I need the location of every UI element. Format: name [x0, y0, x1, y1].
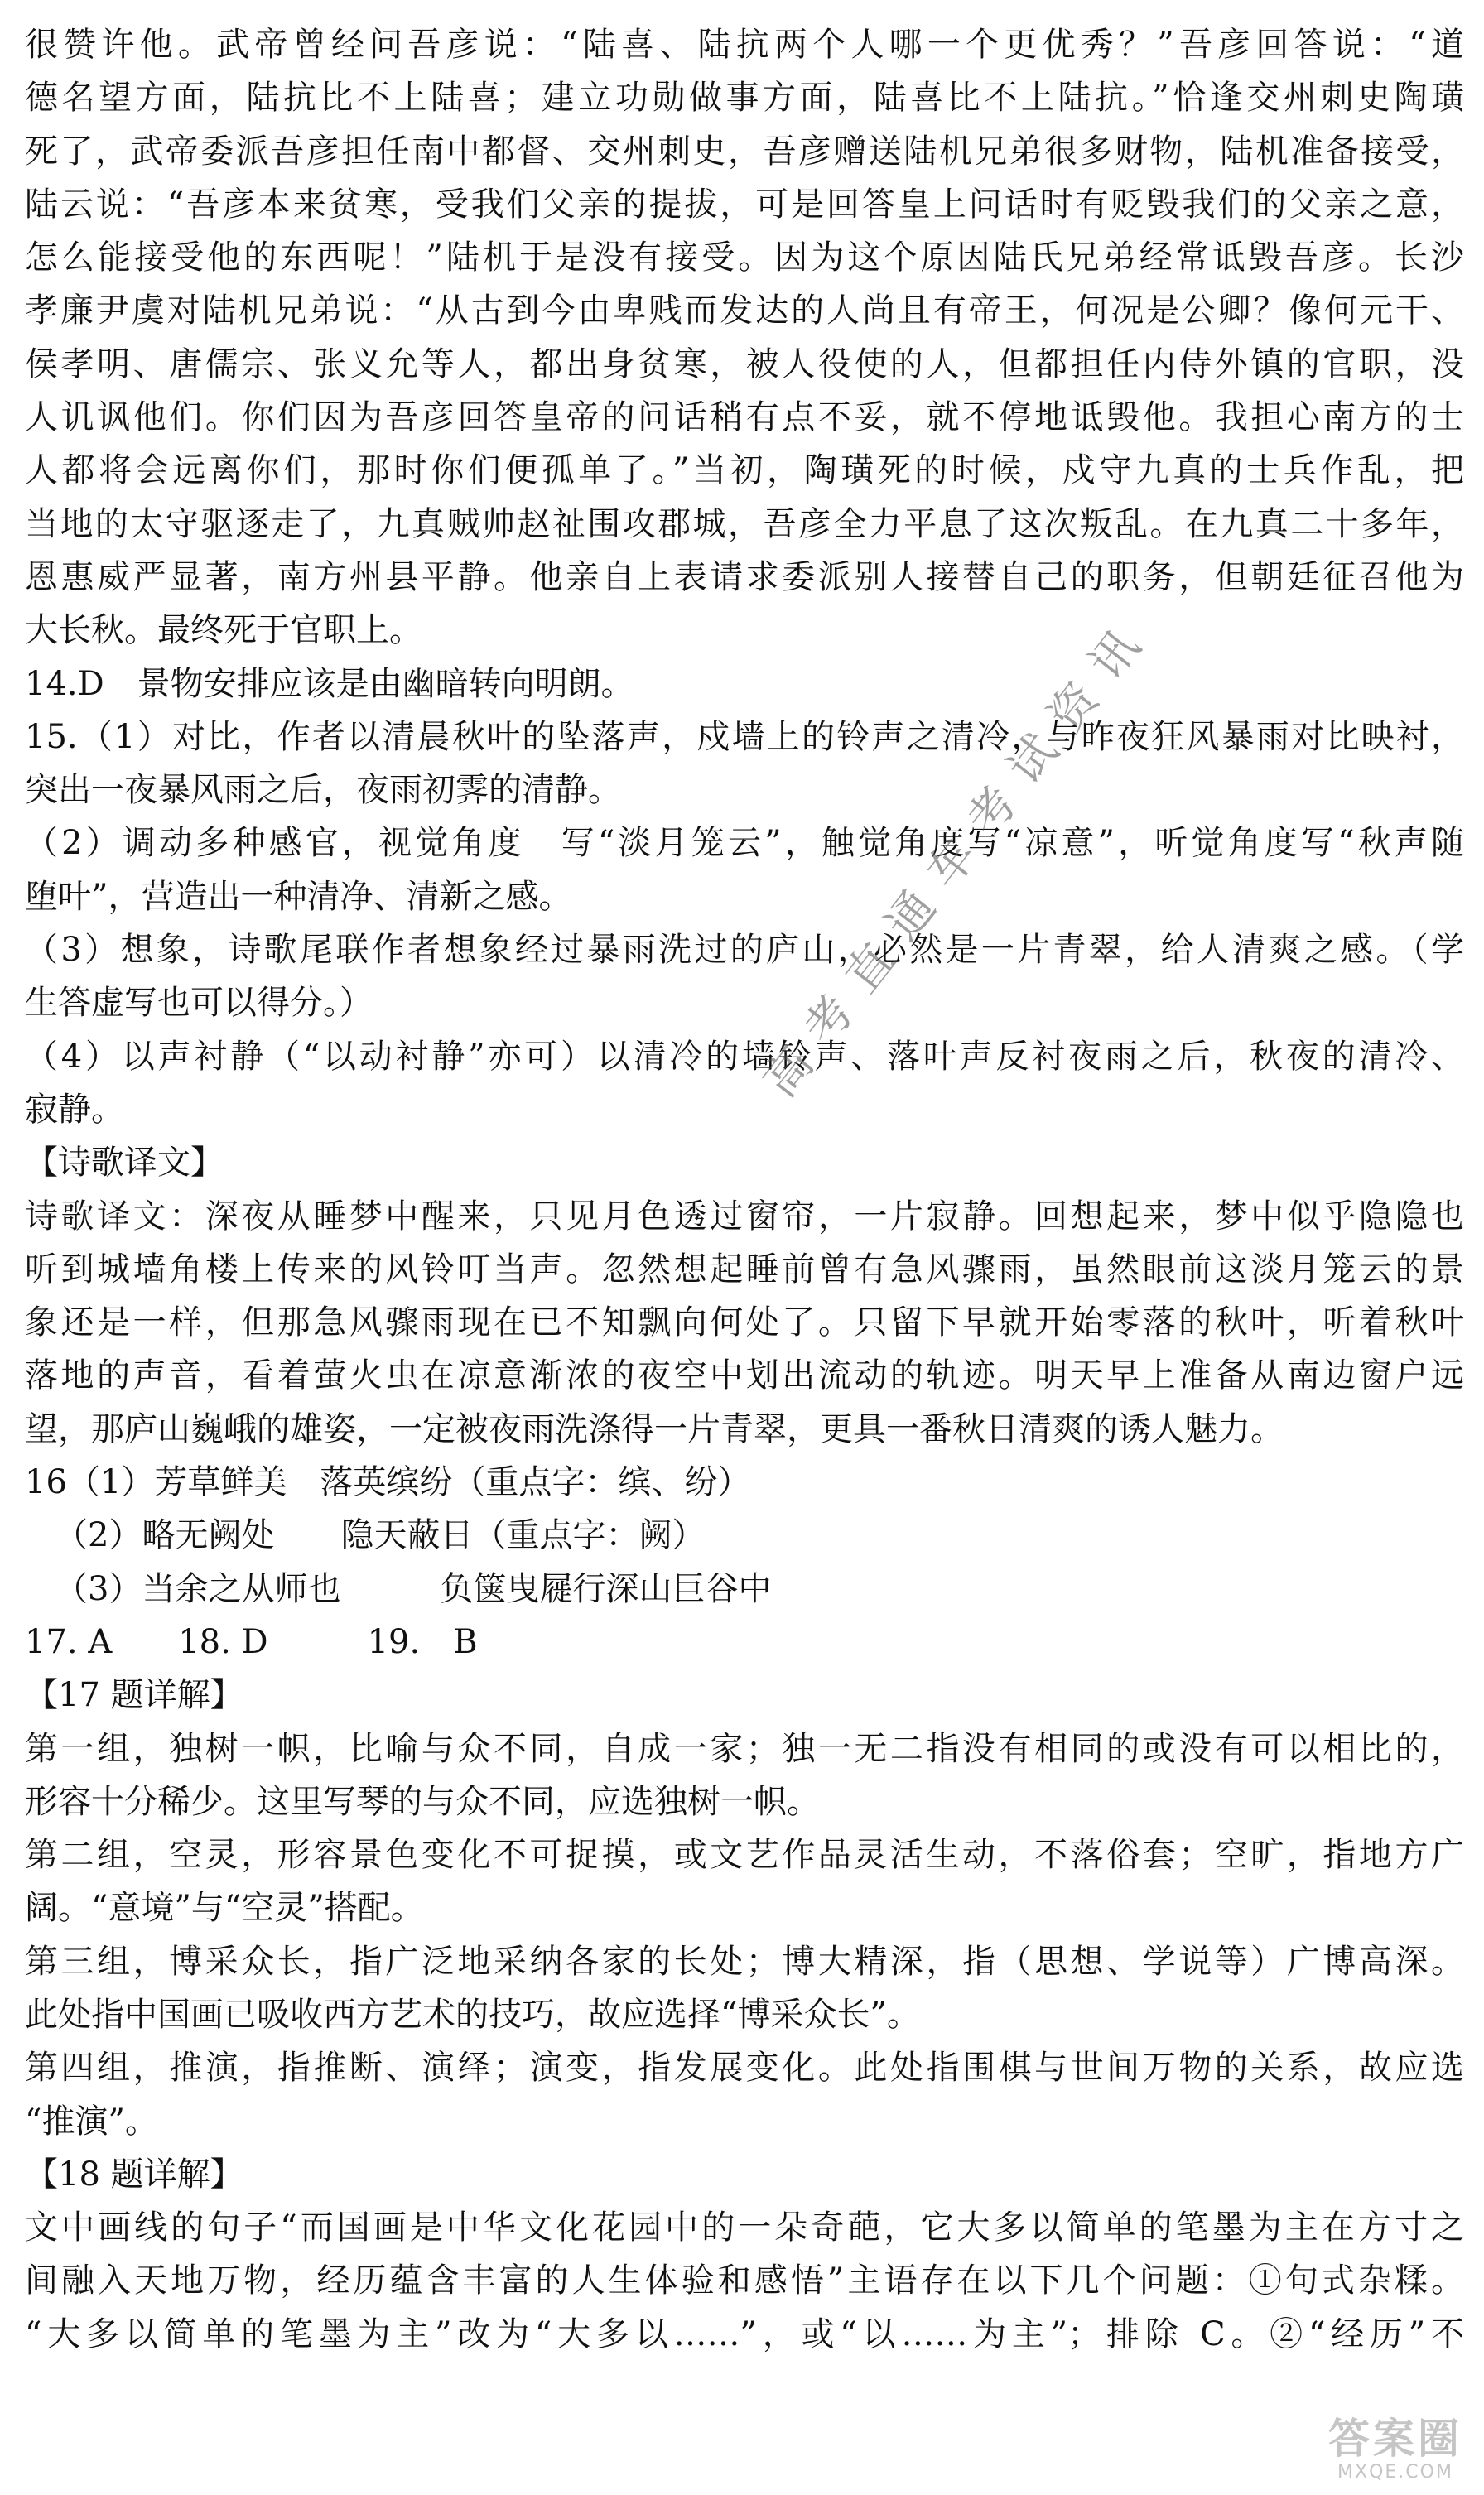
answer-14: 14.D 景物安排应该是由幽暗转向明朗。: [25, 664, 634, 703]
text-line: 此处指中国画已吸收西方艺术的技巧，故应选择“博采众长”。: [25, 1995, 920, 2034]
answer-16-part-3: （3）当余之从师也 负箧曳屣行深山巨谷中: [55, 1569, 772, 1608]
section-heading-q18: 【18 题详解】: [25, 2155, 243, 2194]
text-line: 当地的太守驱逐走了，九真贼帅赵祉围攻郡城，吾彦全力平息了这次叛乱。在九真二十多年，: [25, 504, 1464, 543]
text-line: 听到城墙角楼上传来的风铃叮当声。忽然想起睡前曾有急风骤雨，虽然眼前这淡月笼云的景: [25, 1250, 1464, 1288]
answer-15-part-3: （3）想象，诗歌尾联作者想象经过暴雨洗过的庐山，必然是一片青翠，给人清爽之感。（学: [25, 931, 1464, 970]
section-heading-poem-translation: 【诗歌译文】: [25, 1144, 224, 1182]
text-line: 生答虚写也可以得分。）: [25, 984, 373, 1023]
text-line: 第一组，独树一帜，比喻与众不同，自成一家；独一无二指没有相同的或没有可以相比的，: [25, 1729, 1464, 1768]
text-line: 堕叶”，营造出一种清净、清新之感。: [25, 877, 572, 916]
text-line: 第四组，推演，指推断、演绎；演变，指发展变化。此处指围棋与世间万物的关系，故应选: [25, 2049, 1464, 2088]
logo-mark: 答案圈: [1328, 2415, 1462, 2463]
text-line: “推演”。: [25, 2102, 158, 2141]
text-line: 恩惠威严显著，南方州县平静。他亲自上表请求委派别人接替自己的职务，但朝廷征召他为: [25, 557, 1464, 596]
text-line: 孝廉尹虞对陆机兄弟说：“从古到今由卑贱而发达的人尚且有帝王，何况是公卿？像何元干、: [25, 291, 1464, 330]
text-line: 阔。“意境”与“空灵”搭配。: [25, 1889, 424, 1928]
text-line: 形容十分稀少。这里写琴的与众不同，应选独树一帜。: [25, 1782, 820, 1821]
answer-16-part-2: （2）略无阙处 隐天蔽日（重点字：阙）: [55, 1516, 706, 1555]
text-line: 大长秋。最终死于官职上。: [25, 611, 422, 650]
text-line: “大多以简单的笔墨为主”改为“大多以……”，或“以……为主”；排除 C。②“经历”不: [25, 2314, 1464, 2353]
text-line: 人都将会远离你们，那时你们便孤单了。”当初，陶璜死的时候，戍守九真的士兵作乱，把: [25, 451, 1464, 490]
text-line: 文中画线的句子“而国画是中华文化花园中的一朵奇葩，它大多以简单的笔墨为主在方寸之: [25, 2208, 1464, 2247]
logo-url: MXQE.COM: [1337, 2462, 1453, 2483]
section-heading-q17: 【17 题详解】: [25, 1676, 243, 1715]
text-line: 间融入天地万物，经历蕴含丰富的人生体验和感悟”主语存在以下几个问题：①句式杂糅。: [25, 2261, 1464, 2300]
text-line: 第二组，空灵，形容景色变化不可捉摸，或文艺作品灵活生动，不落俗套；空旷，指地方广: [25, 1836, 1464, 1875]
text-line: 怎么能接受他的东西呢！”陆机于是没有接受。因为这个原因陆氏兄弟经常诋毁吾彦。长沙: [25, 238, 1464, 277]
text-line: 象还是一样，但那急风骤雨现在已不知飘向何处了。只留下早就开始零落的秋叶，听着秋叶: [25, 1303, 1464, 1342]
text-line: 侯孝明、唐儒宗、张义允等人，都出身贫寒，被人役使的人，但都担任内侍外镇的官职，没: [25, 344, 1464, 383]
text-line: 诗歌译文：深夜从睡梦中醒来，只见月色透过窗帘，一片寂静。回想起来，梦中似乎隐隐也: [25, 1197, 1464, 1235]
watermark-text: 高考直通车考试资讯: [753, 604, 1163, 1108]
text-line: 落地的声音，看着萤火虫在凉意渐浓的夜空中划出流动的轨迹。明天早上准备从南边窗户远: [25, 1356, 1464, 1395]
text-line: 陆云说：“吾彦本来贫寒，受我们父亲的提拔，可是回答皇上问话时有贬毁我们的父亲之意，: [25, 185, 1464, 224]
text-line: 第三组，博采众长，指广泛地采纳各家的长处；博大精深，指（思想、学说等）广博高深。: [25, 1942, 1464, 1981]
answer-16-part-1: 16（1）芳草鲜美 落英缤纷（重点字：缤、纷）: [25, 1463, 751, 1502]
text-line: 死了，武帝委派吾彦担任南中都督、交州刺史，吾彦赠送陆机兄弟很多财物，陆机准备接受，: [25, 132, 1464, 171]
text-line: 突出一夜暴风雨之后，夜雨初霁的清静。: [25, 771, 621, 810]
text-line: 德名望方面，陆抗比不上陆喜；建立功勋做事方面，陆喜比不上陆抗。”恰逢交州刺史陶璜: [25, 79, 1464, 118]
document-body: [25, 18, 1464, 2361]
answers-17-19: 17. A 18. D 19. B: [25, 1622, 478, 1661]
answer-15-part-2: （2）调动多种感官，视觉角度 写“淡月笼云”，触觉角度写“凉意”，听觉角度写“秋声随: [25, 824, 1464, 863]
answer-15-part-1: 15.（1）对比，作者以清晨秋叶的坠落声，戍墙上的铃声之清冷，与昨夜狂风暴雨对比映衬，: [25, 717, 1464, 756]
site-logo: [1317, 2416, 1474, 2488]
text-line: 很赞许他。武帝曾经问吾彦说：“陆喜、陆抗两个人哪一个更优秀？”吾彦回答说：“道: [25, 26, 1464, 64]
text-line: 人讥讽他们。你们因为吾彦回答皇帝的问话稍有点不妥，就不停地诋毁他。我担心南方的士: [25, 398, 1464, 437]
text-line: 寂静。: [25, 1090, 124, 1129]
answer-15-part-4: （4）以声衬静（“以动衬静”亦可）以清冷的墙铃声、落叶声反衬夜雨之后，秋夜的清冷、: [25, 1037, 1464, 1076]
text-line: 望，那庐山巍峨的雄姿，一定被夜雨洗涤得一片青翠，更具一番秋日清爽的诱人魅力。: [25, 1409, 1284, 1448]
